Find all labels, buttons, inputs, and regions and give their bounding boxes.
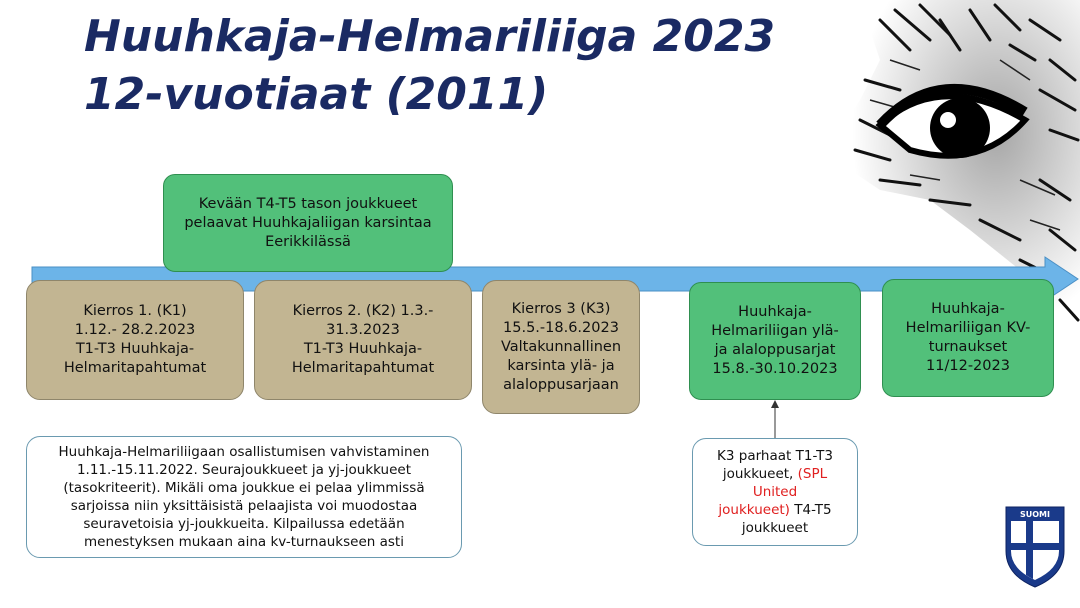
- spring-qualification-box: Kevään T4-T5 tason joukkueet pelaavat Huuhkajaliigan karsintaa Eerikkilässä: [163, 174, 453, 272]
- round-2-box: Kierros 2. (K2) 1.3.- 31.3.2023 T1-T3 Huuhkaja- Helmaritapahtumat: [254, 280, 472, 400]
- title-line-1: Huuhkaja-Helmariliiga 2023: [84, 11, 776, 62]
- final-series-box: Huuhkaja- Helmariliigan ylä- ja alaloppusarjat 15.8.-30.10.2023: [689, 282, 861, 400]
- round-1-box: Kierros 1. (K1) 1.12.- 28.2.2023 T1-T3 Huuhkaja- Helmaritapahtumat: [26, 280, 244, 400]
- confirmation-note-box: Huuhkaja-Helmariliigaan osallistumisen vahvistaminen 1.11.-15.11.2022. Seurajoukkueet ja yj-joukkueet (tasokriteerit). Mikäli oma joukkue ei pelaa ylimmissä sarjoissa niin yksittäisistä pelaajista voi muodostaa seuravetoisia yj-joukkueita. Kilpailussa edetään menestyksen mukaan aina kv-turnaukseen asti: [26, 436, 462, 558]
- round-3-box: Kierros 3 (K3) 15.5.-18.6.2023 Valtakunnallinen karsinta ylä- ja alaloppusarjaan: [482, 280, 640, 414]
- crest-text: SUOMI: [1020, 510, 1050, 519]
- kv-tournament-box: Huuhkaja- Helmariliigan KV- turnaukset 11/12-2023: [882, 279, 1054, 397]
- up-arrow-connector: [770, 400, 780, 440]
- page-title: [84, 8, 775, 124]
- k3-best-teams-box: K3 parhaat T1-T3 joukkueet, (SPL United joukkueet) T4-T5 joukkueet: [692, 438, 858, 546]
- suomi-crest-logo: [1002, 505, 1068, 589]
- title-line-2: 12-vuotiaat (2011): [84, 69, 549, 120]
